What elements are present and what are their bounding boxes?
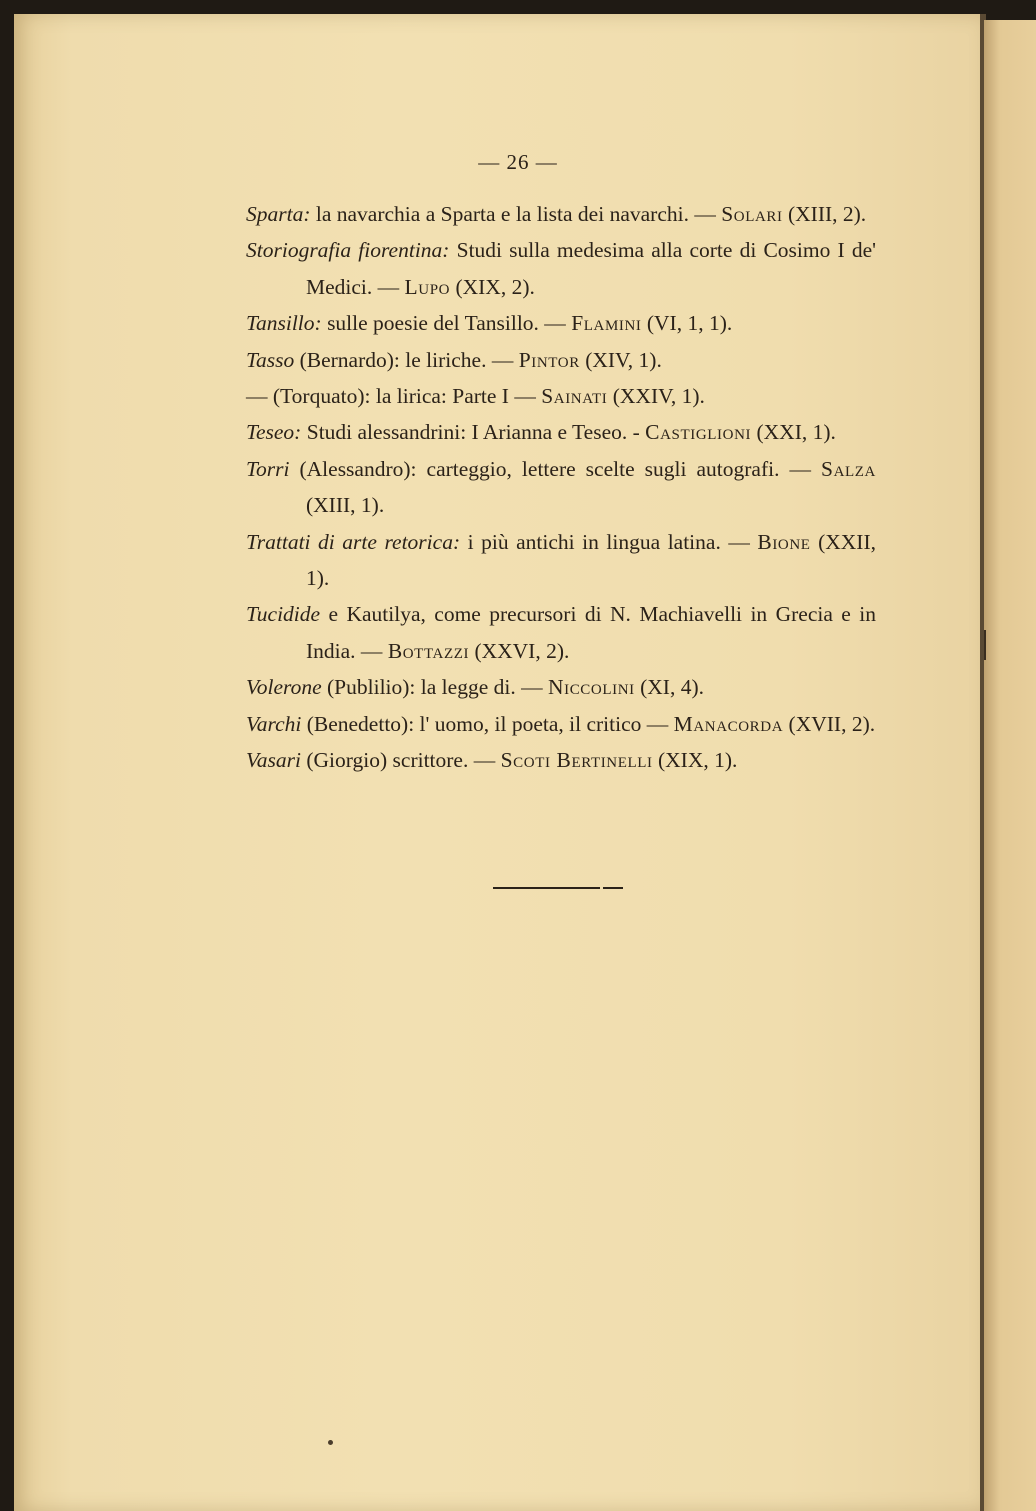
index-entry: [246, 669, 876, 705]
index-entry: [246, 742, 876, 778]
entry-text: i più antichi in lingua latina. —: [460, 529, 758, 554]
entry-text: Studi alessandrini: I Arianna e Teseo. -: [301, 420, 646, 445]
entry-head: Tansillo:: [246, 311, 322, 336]
entry-text: (Giorgio) scrittore. —: [300, 748, 501, 773]
entry-ref: (XXII, 1).: [306, 529, 876, 591]
entry-head: Teseo:: [246, 420, 302, 445]
entry-ref: (XIX, 2).: [450, 274, 535, 299]
closing-rule: [493, 887, 623, 889]
index-entry: [246, 196, 876, 232]
entry-author: Sainati: [541, 384, 608, 409]
index-entry: [246, 451, 876, 524]
entry-text: la navarchia a Sparta e la lista dei navarchi. —: [310, 202, 722, 226]
entry-author: Lupo: [404, 274, 451, 299]
index-entry: [246, 342, 876, 378]
index-entry: [246, 305, 876, 341]
entry-author: Pintor: [518, 347, 580, 372]
entry-author: Manacorda: [673, 711, 784, 736]
entry-ref: (XIX, 1).: [652, 748, 738, 773]
entry-head: Trattati di arte retorica:: [246, 529, 461, 554]
index-entry: [246, 378, 876, 414]
entry-head: Vasari: [246, 748, 301, 773]
entry-author: Bione: [757, 529, 811, 554]
entry-author: Scoti Bertinelli: [500, 748, 653, 773]
entry-author: Bottazzi: [387, 638, 470, 663]
entry-ref: (XVII, 2).: [783, 711, 876, 736]
entry-head: Sparta:: [246, 202, 311, 226]
entry-author: Solari: [721, 202, 783, 226]
entry-ref: (XXVI, 2).: [469, 638, 570, 663]
index-entry: [246, 596, 876, 669]
entry-ref: (XIV, 1).: [579, 347, 662, 372]
entry-author: Flamini: [571, 311, 642, 336]
index-entry: [246, 414, 876, 450]
entry-ref: (VI, 1, 1).: [641, 311, 733, 336]
index-entry: [246, 706, 876, 742]
entry-head: Tasso: [246, 347, 295, 372]
entry-author: Salza: [821, 456, 876, 481]
entry-head: Tucidide: [246, 602, 321, 627]
entry-head: Volerone: [246, 675, 322, 700]
entry-text: (Publilio): la legge di. —: [321, 675, 548, 700]
entry-author: Niccolini: [547, 675, 635, 700]
entry-ref: (XI, 4).: [634, 675, 704, 700]
entry-head: Storiografia fiorentina:: [246, 238, 450, 263]
entry-ref: (XIII, 1).: [306, 493, 385, 518]
entry-head: Torri: [246, 456, 290, 481]
entry-text: (Alessandro): carteggio, lettere scelte sugli autografi. —: [289, 456, 822, 481]
adjacent-page-rule: [984, 630, 986, 660]
entry-ref: (XIII, 2).: [782, 202, 867, 226]
entry-author: Castiglioni: [645, 420, 752, 445]
entry-head: Varchi: [246, 711, 302, 736]
entry-text: (Benedetto): l' uomo, il poeta, il critico —: [301, 711, 674, 736]
entry-text: sulle poesie del Tansillo. —: [321, 311, 572, 336]
index-entries: [246, 196, 876, 779]
page-number: — 26 —: [478, 150, 558, 174]
index-entry: [246, 524, 876, 597]
index-entry: [246, 232, 876, 305]
entry-text: Studi sulla medesima alla corte di Cosimo I de' Medici. —: [306, 238, 876, 299]
entry-ref: (XXI, 1).: [751, 420, 836, 445]
adjacent-page-edge: [984, 20, 1036, 1511]
entry-text: — (Torquato): la lirica: Parte I —: [246, 384, 542, 409]
paper-speck: [328, 1440, 333, 1445]
entry-text: e Kautilya, come precursori di N. Machiavelli in Grecia e in India. —: [306, 602, 876, 663]
entry-text: (Bernardo): le liriche. —: [294, 347, 519, 372]
entry-ref: (XXIV, 1).: [607, 384, 705, 409]
